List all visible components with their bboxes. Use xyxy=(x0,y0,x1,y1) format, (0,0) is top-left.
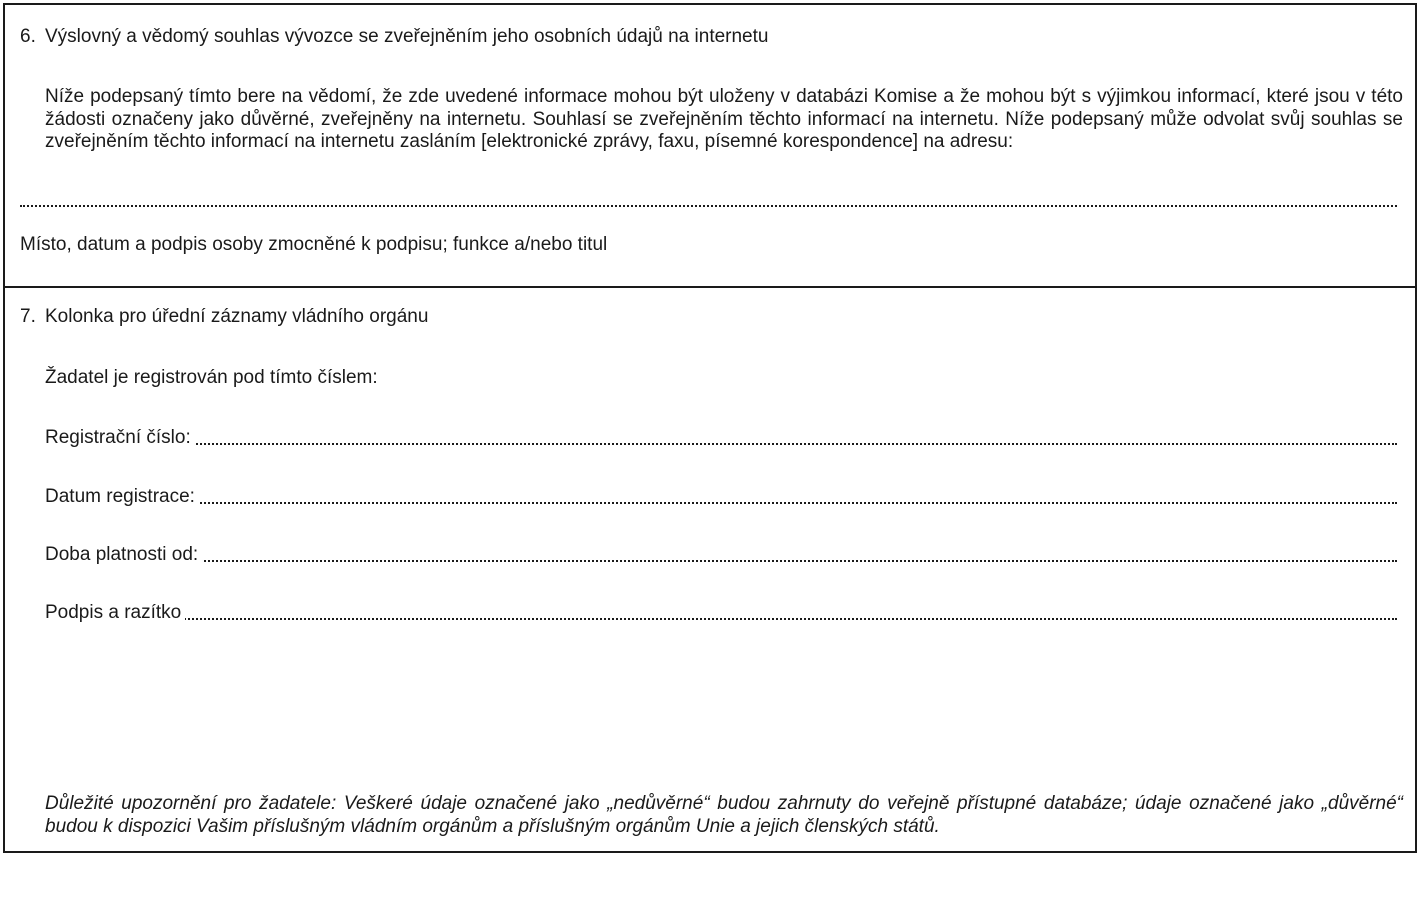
validity-from-line[interactable] xyxy=(45,560,1397,562)
registration-number-label: Registrační číslo: xyxy=(45,426,195,450)
signature-caption: Místo, datum a podpis osoby zmocněné k podpisu; funkce a/nebo titul xyxy=(20,234,608,255)
signature-stamp-field[interactable] xyxy=(45,601,1397,625)
registration-number-line[interactable] xyxy=(45,443,1397,445)
validity-from-label: Doba platnosti od: xyxy=(45,543,202,567)
section-6-number: 6. xyxy=(20,26,36,47)
registration-date-line[interactable] xyxy=(45,502,1397,504)
section-7-official-use xyxy=(5,286,1415,851)
address-entry-line[interactable] xyxy=(20,205,1397,207)
section-6-title: Výslovný a vědomý souhlas vývozce se zveřejněním jeho osobních údajů na internetu xyxy=(45,26,769,47)
registration-number-field[interactable] xyxy=(45,426,1397,450)
registration-date-field[interactable] xyxy=(45,485,1397,509)
section-7-title: Kolonka pro úřední záznamy vládního orgánu xyxy=(45,306,429,327)
section-6-consent xyxy=(5,5,1415,286)
signature-stamp-line[interactable] xyxy=(45,618,1397,620)
consent-paragraph: Níže podepsaný tímto bere na vědomí, že zde uvedené informace mohou být uloženy v databázi Komise a že mohou být s výjimkou informací, které jsou v této žádosti označeny jako důvěrné, zveřejněny na internetu. Souhlasí se zveřejněním těchto informací na internetu. Níže podepsaný může odvolat svůj souhlas se zveřejněním těchto informací na internetu zasláním [elektronické zprávy, faxu, písemné korespondence] na adresu: xyxy=(45,86,1403,152)
registration-date-label: Datum registrace: xyxy=(45,485,199,509)
section-7-number: 7. xyxy=(20,306,36,327)
validity-from-field[interactable] xyxy=(45,543,1397,567)
form-box xyxy=(3,3,1417,853)
applicant-notice: Důležité upozornění pro žadatele: Veškeré údaje označené jako „nedůvěrné“ budou zahrnuty do veřejně přístupné databáze; údaje označené jako „důvěrné“ budou k dispozici Vašim příslušným vládním orgánům a příslušným orgánům Unie a jejich členských států. xyxy=(45,793,1403,837)
registration-intro: Žadatel je registrován pod tímto číslem: xyxy=(45,367,378,388)
signature-stamp-label: Podpis a razítko xyxy=(45,601,185,625)
